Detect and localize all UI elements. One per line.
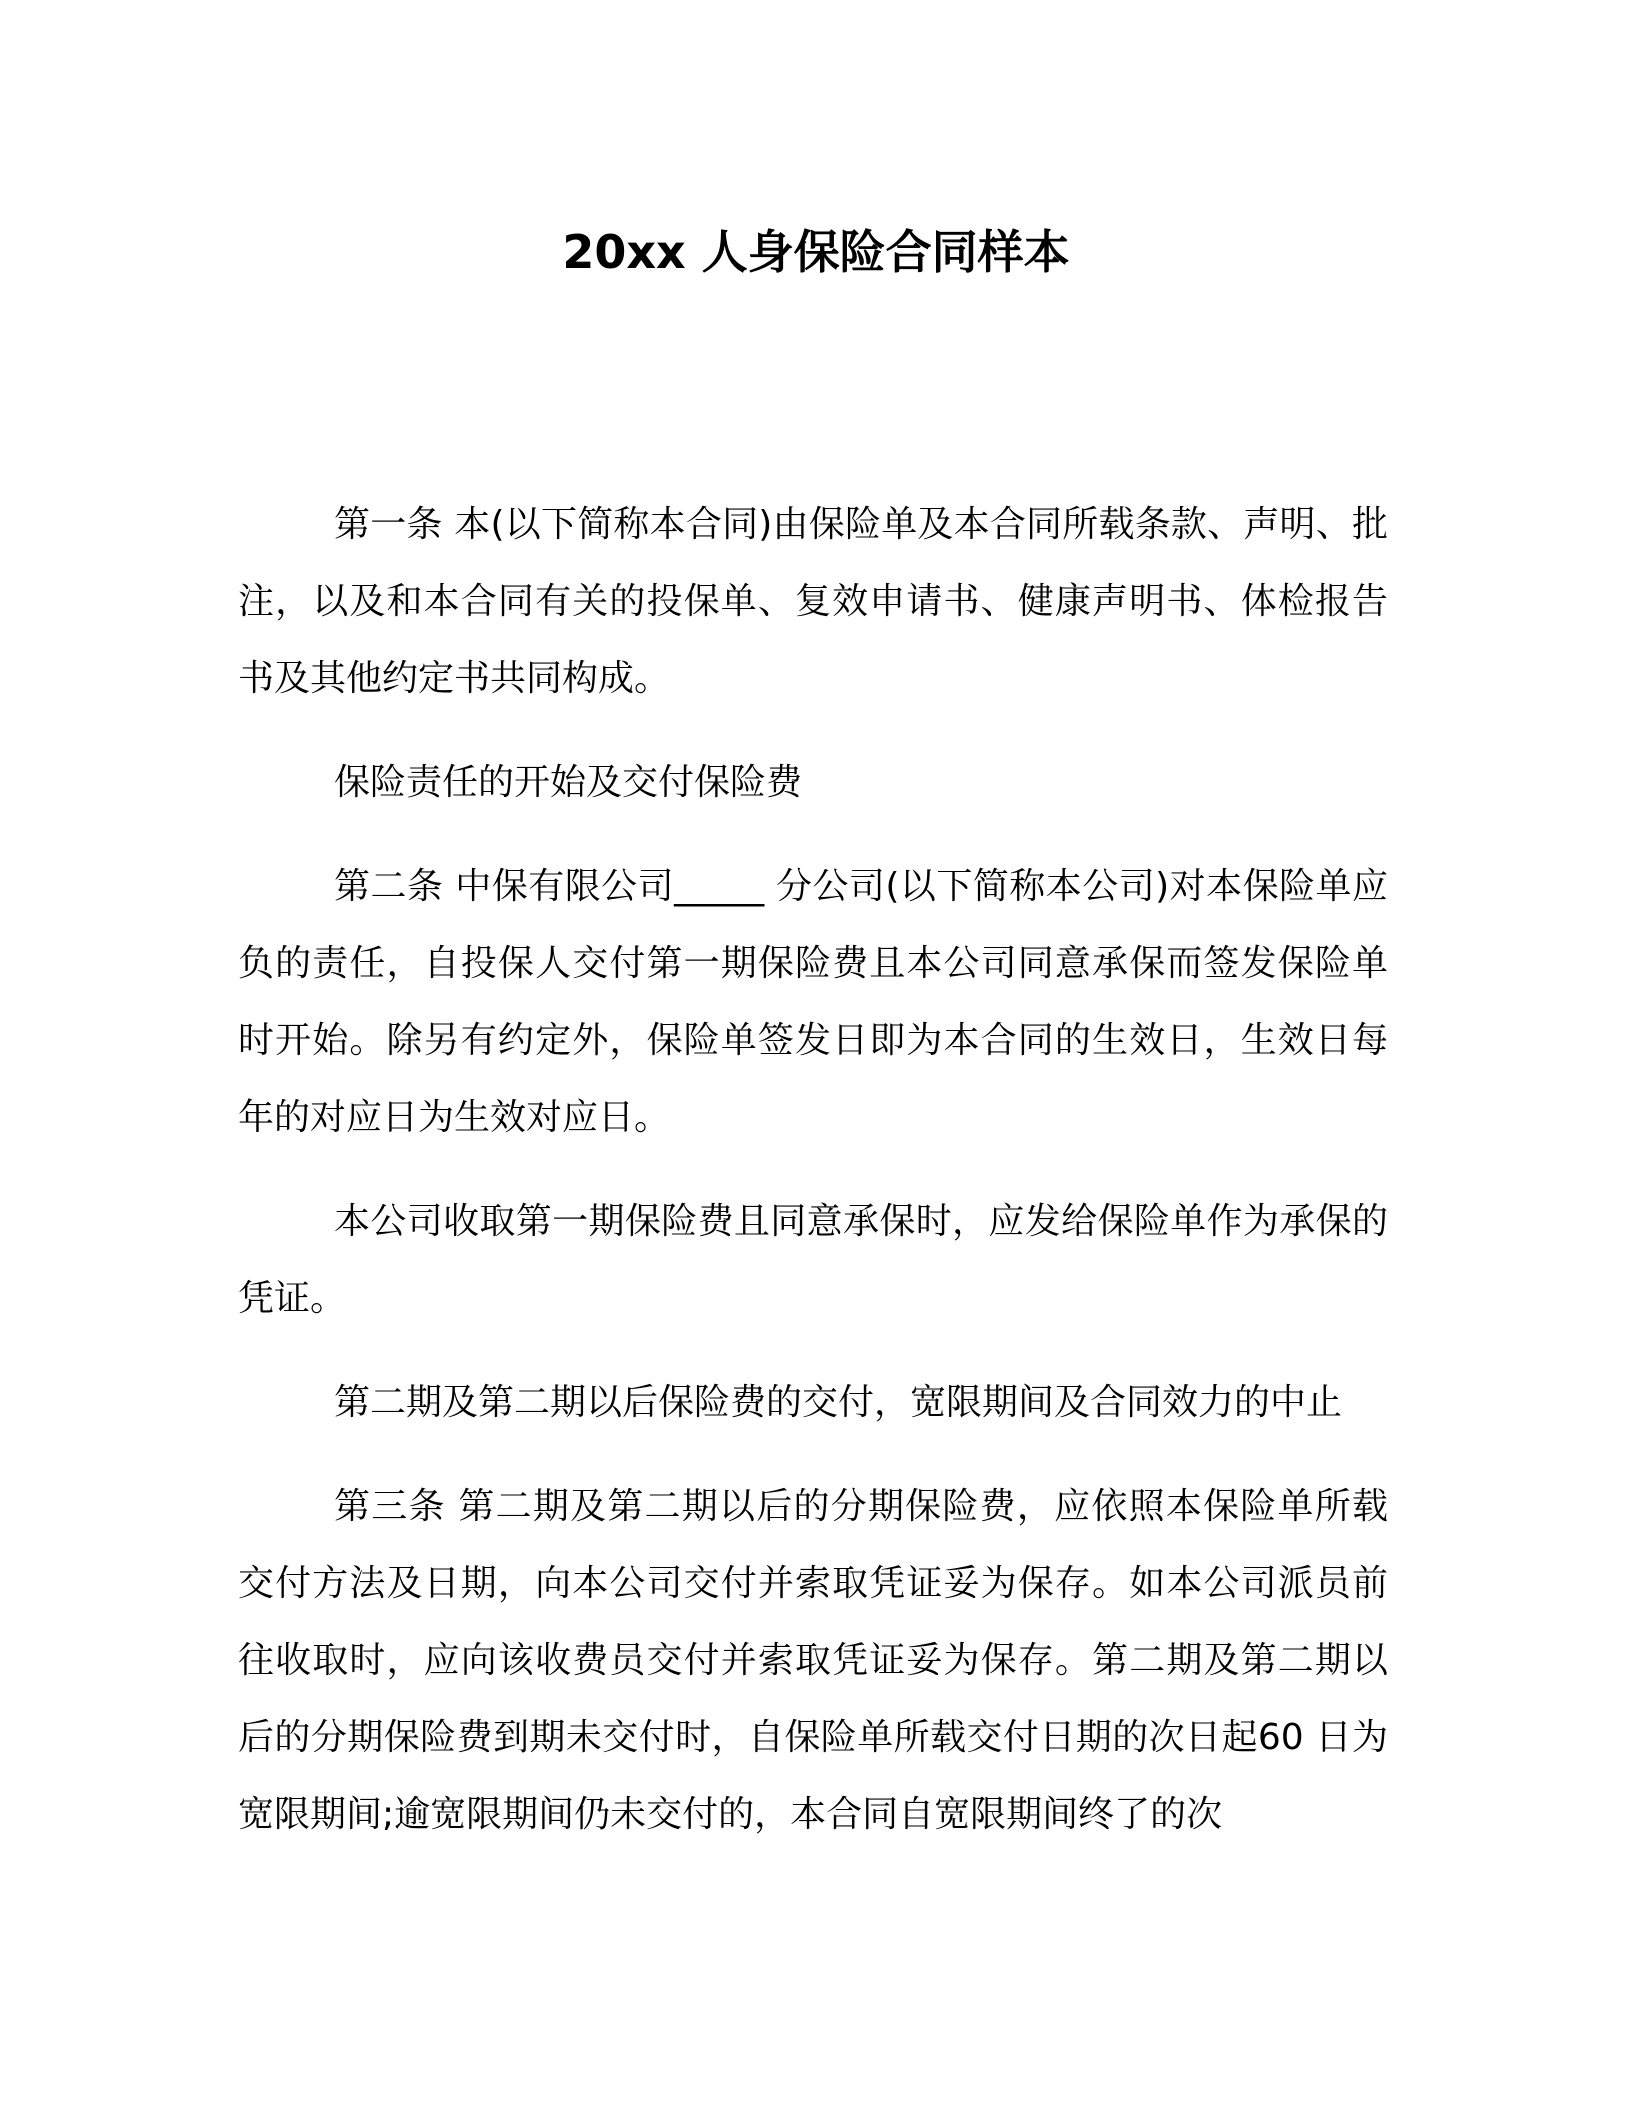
paragraph-article-2: 第二条 中保有限公司_____ 分公司(以下简称本公司)对本保险单应负的责任，自投保人交付第一期保险费且本公司同意承保而签发保险单时开始。除另有约定外，保险单签发日即为本合同的生效日，生效日每年的对应日为生效对应日。 [238, 866, 1388, 1138]
document-body [238, 486, 1388, 1880]
paragraph-article-1: 第一条 本(以下简称本合同)由保险单及本合同所载条款、声明、批注，以及和本合同有关的投保单、复效申请书、健康声明书、体检报告书及其他约定书共同构成。 [238, 504, 1388, 699]
paragraph-policy-certificate: 本公司收取第一期保险费且同意承保时，应发给保险单作为承保的凭证。 [238, 1201, 1388, 1319]
section-heading-grace-period: 第二期及第二期以后保险费的交付，宽限期间及合同效力的中止 [334, 1382, 1343, 1423]
paragraph-article-3: 第三条 第二期及第二期以后的分期保险费，应依照本保险单所载交付方法及日期，向本公司交付并索取凭证妥为保存。如本公司派员前往收取时，应向该收费员交付并索取凭证妥为保存。第二期及第二期以后的分期保险费到期未交付时，自保险单所载交付日期的次日起60 日为宽限期间;逾宽限期间仍未交付的，本合同自宽限期间终了的次 [238, 1486, 1388, 1835]
document-title: 20xx 人身保险合同样本 [562, 225, 1070, 279]
section-heading-coverage-start: 保险责任的开始及交付保险费 [334, 762, 803, 803]
